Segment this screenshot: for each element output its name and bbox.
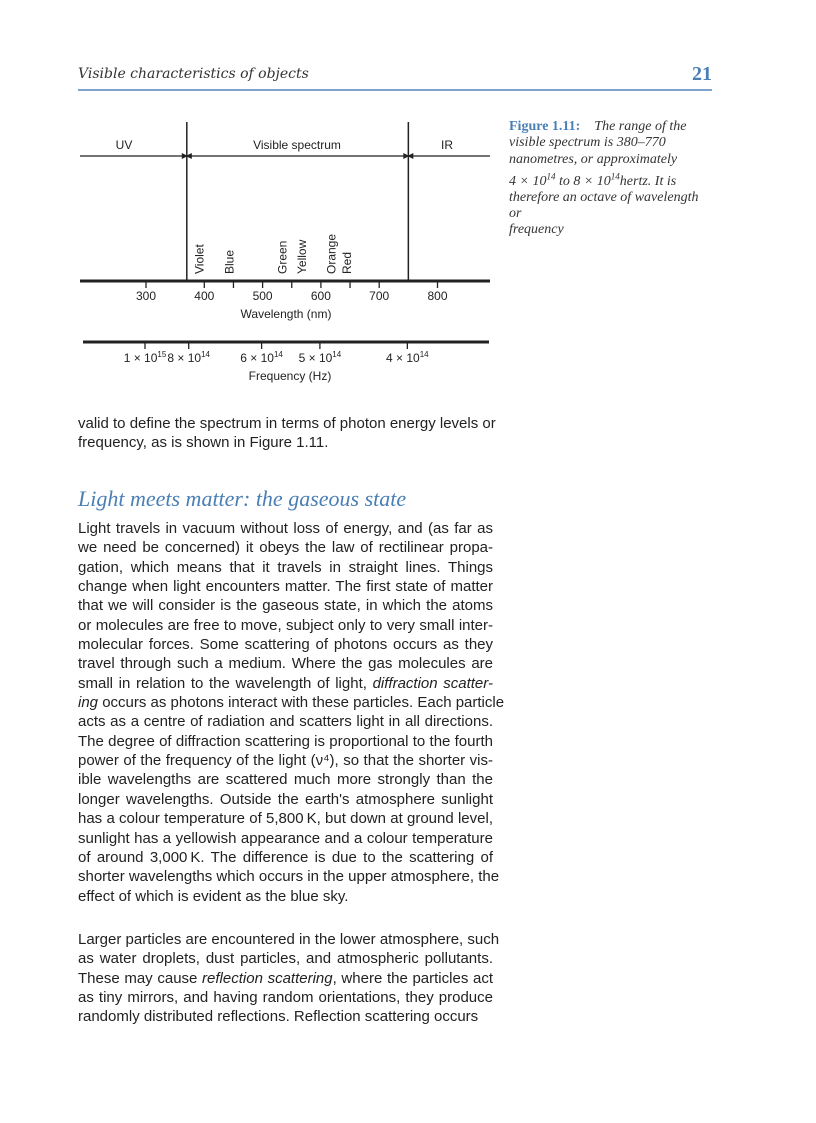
text-segment: randomly distributed reflections. Reflection scattering occurs (78, 1008, 479, 1026)
running-header: Visible characteristics of objects (78, 66, 309, 82)
wavelength-tick-label: 600 (310, 289, 331, 303)
text-line (78, 732, 493, 751)
paragraph (78, 519, 505, 906)
text-line (78, 558, 493, 577)
text-segment: occurs as photons interact with these particles. Each particle (98, 694, 505, 712)
frequency-tick-label: $5 \times 10^{14}$ (298, 350, 342, 365)
text-line (78, 674, 493, 693)
text-segment: shorter wavelengths which occurs in the upper atmosphere, the (78, 868, 500, 886)
text-segment: effect of which is evident as the blue sky. (78, 887, 349, 905)
wavelength-axis-label: Wavelength (nm) (240, 307, 332, 321)
text-line (78, 519, 493, 538)
text-segment: of around 3,000 K. The difference is due to the scattering of (78, 848, 493, 866)
text-segment: acts as a centre of radiation and scatters light in all directions. (78, 713, 493, 731)
text-segment: These may cause (78, 969, 203, 987)
text-segment: we need be concerned) it obeys the law of rectilinear propa- (78, 539, 493, 557)
section-heading: Light meets matter: the gaseous state (78, 486, 407, 511)
text-line (78, 988, 493, 1007)
wavelength-tick-label: 800 (427, 289, 448, 303)
text-line (78, 829, 493, 848)
text-segment: has a colour temperature of 5,800 K, but down at ground level, (78, 810, 493, 828)
text-line (78, 809, 493, 828)
text-segment: change when light encounters matter. The first state of matter (78, 578, 493, 596)
text-line (78, 949, 493, 968)
text-segment: molecular forces. Some scattering of photons occurs as they (78, 636, 493, 654)
text-segment: valid to define the spectrum in terms of photon energy levels or (78, 415, 496, 432)
text-segment: gation, which means that it travels in straight lines. Things (78, 558, 493, 576)
text-line (78, 693, 505, 712)
text-segment: that we will consider is the gaseous state, in which the atoms (78, 597, 493, 615)
text-segment: The degree of diffraction scattering is proportional to the fourth (78, 732, 493, 750)
paragraph (78, 930, 500, 1027)
caption-line: frequency (509, 222, 564, 238)
text-line (78, 414, 496, 433)
colour-label-green: Green (275, 240, 290, 274)
text-segment: travel through such a medium. Where the gas molecules are (78, 655, 493, 673)
text-segment: Light travels in vacuum without loss of energy, and (as far as (78, 520, 493, 537)
emphasis-term: ing (78, 694, 99, 712)
text-line (78, 751, 493, 770)
text-segment: Larger particles are encountered in the lower atmosphere, such (78, 931, 500, 948)
text-segment: as tiny mirrors, and having random orientations, they produce (78, 989, 493, 1007)
text-line (78, 887, 493, 906)
text-segment: longer wavelengths. Outside the earth's atmosphere sunlight (78, 790, 493, 808)
colour-label-blue: Blue (222, 249, 237, 274)
text-line (78, 969, 493, 988)
text-segment: small in relation to the wavelength of light, (78, 674, 373, 692)
frequency-tick-label: $8 \times 10^{14}$ (167, 350, 211, 365)
frequency-tick-label: $6 \times 10^{14}$ (240, 350, 283, 365)
emphasis-term: reflection scattering (202, 969, 333, 987)
colour-label-yellow: Yellow (295, 239, 310, 274)
text-line (78, 654, 493, 673)
colour-label-orange: Orange (324, 233, 339, 274)
text-line (78, 770, 493, 789)
text-line (78, 596, 493, 615)
caption-line: The range of the (594, 119, 687, 134)
caption-line: visible spectrum is 380–770 (509, 135, 666, 151)
text-segment: or molecules are free to move, subject only to very small inter- (78, 616, 493, 634)
caption-line: therefore an octave of wavelength or (509, 189, 699, 222)
text-line (78, 930, 500, 949)
text-line (78, 712, 493, 731)
emphasis-term: diffraction scatter- (372, 674, 493, 692)
text-line (78, 538, 493, 557)
page-number: 21 (692, 63, 712, 85)
wavelength-tick-label: 700 (369, 289, 390, 303)
frequency-tick-label: $1 \times 10^{15}$ (123, 350, 167, 365)
region-label-uv: UV (115, 138, 133, 152)
text-line (78, 577, 493, 596)
text-segment: power of the frequency of the light (ν⁴), so that the shorter vis- (78, 752, 493, 770)
caption-line: $4 \times 10^{14}$ to $8 \times 10^{14}hertz$. It is (509, 170, 677, 189)
text-line (78, 848, 493, 867)
caption-label: Figure 1.11: (509, 119, 581, 134)
region-label-visible: Visible spectrum (253, 138, 341, 152)
region-label-ir: IR (441, 138, 453, 152)
text-line (78, 867, 500, 886)
text-segment: sunlight has a yellowish appearance and a colour temperature (78, 829, 493, 847)
text-line (78, 616, 493, 635)
frequency-axis-label: Frequency (Hz) (248, 369, 332, 383)
wavelength-tick-label: 300 (135, 289, 157, 303)
wavelength-tick-label: 500 (252, 289, 273, 303)
wavelength-tick-label: 400 (194, 289, 215, 303)
caption-line: nanometres, or approximately (509, 151, 678, 167)
frequency-tick-label: $4 \times 10^{14}$ (386, 350, 429, 365)
colour-label-red: Red (340, 251, 355, 274)
paragraph (78, 414, 496, 453)
colour-label-violet: Violet (192, 244, 207, 274)
figure-caption (509, 119, 714, 239)
text-segment: , where the particles act (332, 969, 493, 987)
text-line (78, 635, 493, 654)
text-segment: frequency, as is shown in Figure 1.11. (78, 434, 329, 452)
text-line (78, 1007, 493, 1026)
text-segment: as water droplets, dust particles, and atmospheric pollutants. (78, 950, 493, 968)
text-line (78, 790, 493, 809)
text-segment: ible wavelengths are scattered much more strongly than the (78, 771, 493, 789)
text-line (78, 433, 493, 452)
